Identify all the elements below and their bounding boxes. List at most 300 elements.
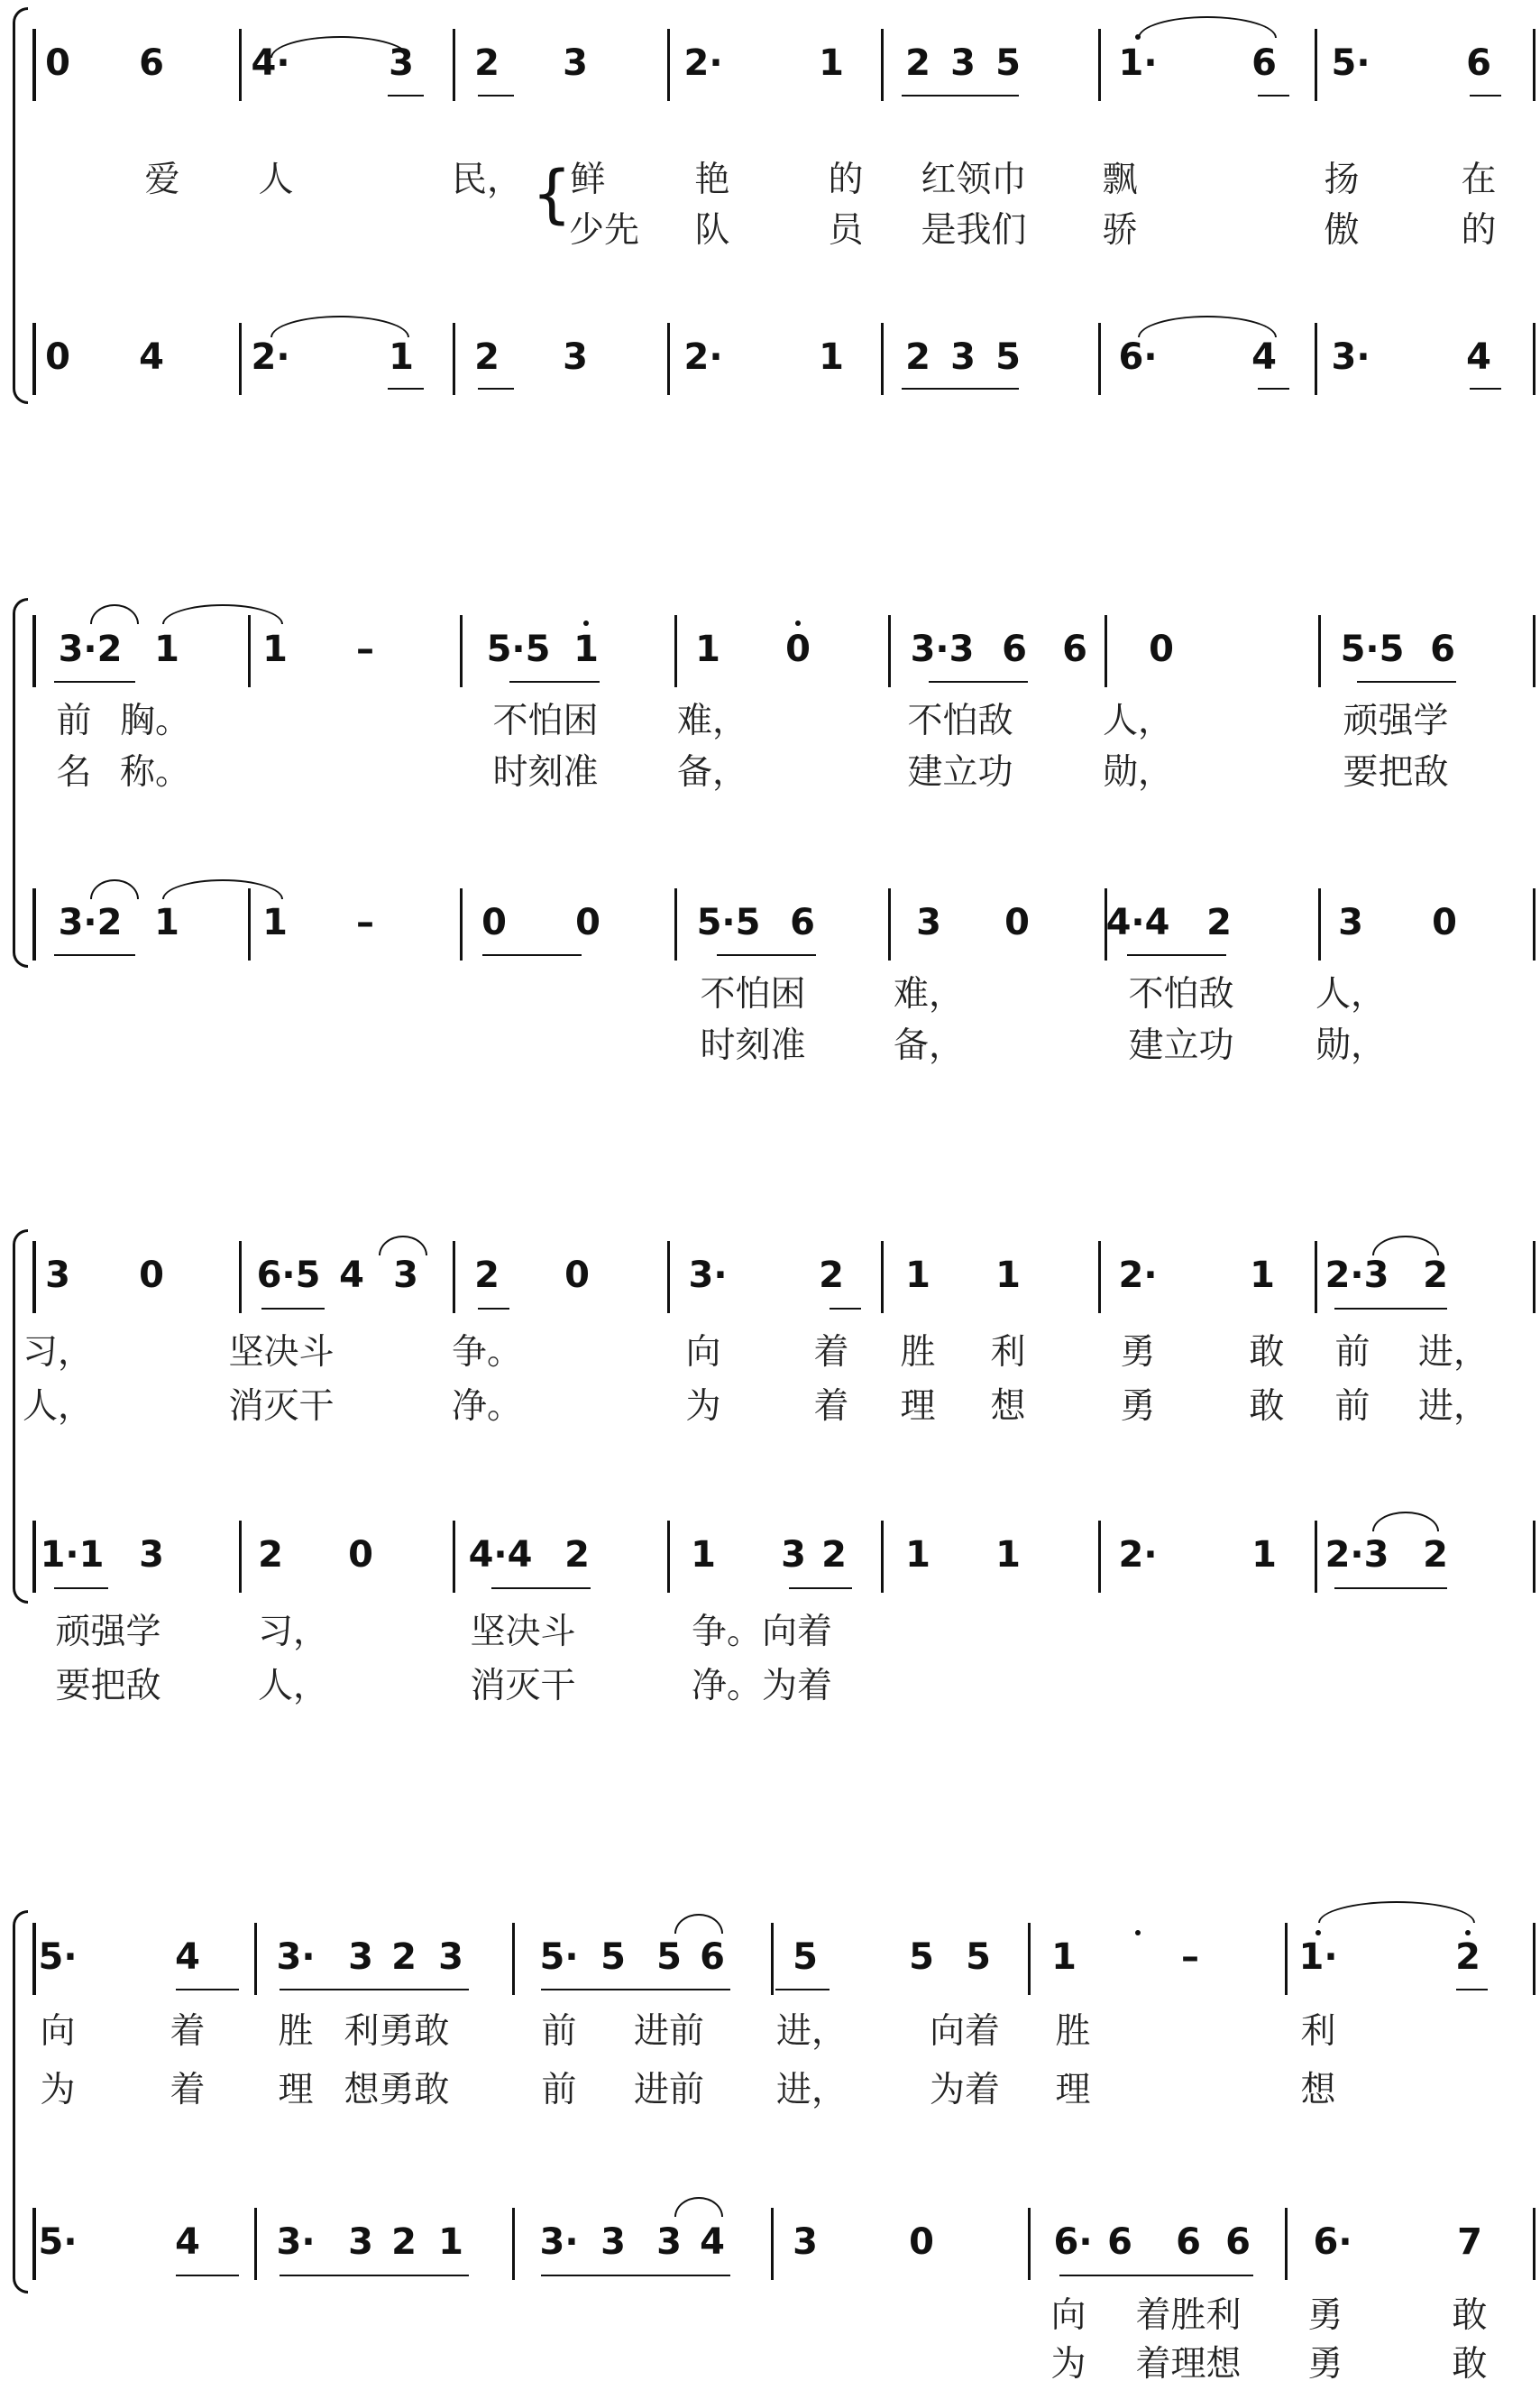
lyric-syllable: 建立功 [1128, 1025, 1234, 1066]
lyric-syllable: 理 [278, 2070, 314, 2110]
jianpu-note: 3 [916, 902, 941, 943]
bar-line [1533, 615, 1535, 687]
jianpu-note: 1 [262, 629, 288, 670]
jianpu-note: 3 [793, 2221, 818, 2263]
jianpu-note: 5· [38, 2221, 78, 2263]
jianpu-note: 2· [683, 42, 723, 84]
lyric-syllable: 争。向着 [691, 1612, 833, 1652]
lyric-syllable: 敢 [1249, 1386, 1285, 1427]
lyric-syllable: 净。 [451, 1386, 523, 1427]
jianpu-note: 1 [262, 902, 288, 943]
jianpu-note: 6 [790, 902, 815, 943]
jianpu-note: 6 [1002, 629, 1027, 670]
jianpu-note: 3· [539, 2221, 579, 2263]
jianpu-note: 0 [139, 1255, 164, 1296]
jianpu-note: 1 [905, 1255, 930, 1296]
lyric-syllable: 前 [1334, 1386, 1370, 1427]
beam-underline [775, 1989, 830, 1990]
lyric-syllable: 难， [676, 701, 748, 741]
jianpu-note: 5·5 [486, 629, 551, 670]
bar-line [1315, 29, 1317, 101]
beam-underline [54, 681, 135, 683]
beam-underline [1456, 1989, 1488, 1990]
jianpu-note: 4·4 [1105, 902, 1170, 943]
jianpu-note: 1 [695, 629, 720, 670]
system-bracket [13, 598, 28, 968]
octave-dot [1465, 1930, 1471, 1935]
jianpu-note: 2 [1206, 902, 1232, 943]
jianpu-note: 5· [539, 1936, 579, 1978]
jianpu-note: 4 [700, 2221, 725, 2263]
jianpu-note: 5 [793, 1936, 818, 1978]
jianpu-note: 3 [950, 42, 976, 84]
jianpu-note: 2 [391, 2221, 417, 2263]
jianpu-note: 0 [45, 336, 70, 378]
jianpu-note: 3 [389, 42, 414, 84]
beam-underline [478, 1308, 509, 1310]
bar-line [1285, 1923, 1288, 1995]
beam-underline [1258, 95, 1289, 97]
bar-line [881, 1521, 884, 1593]
jianpu-note: 5·5 [696, 902, 761, 943]
beam-underline [509, 681, 600, 683]
jianpu-note: 4 [175, 2221, 200, 2263]
jianpu-note: 1 [389, 336, 414, 378]
jianpu-note: 1 [1250, 1255, 1275, 1296]
bar-line [1028, 2208, 1031, 2280]
lyric-syllable: 敢 [1452, 2344, 1488, 2385]
jianpu-note: 1 [995, 1255, 1021, 1296]
bar-line [254, 1923, 257, 1995]
bar-line [1533, 888, 1535, 961]
beam-underline [1334, 1587, 1447, 1589]
system-bracket [13, 7, 28, 404]
jianpu-note: 5 [995, 336, 1021, 378]
bar-line [239, 1241, 242, 1313]
lyric-syllable: 理 [900, 1386, 936, 1427]
bar-line [1028, 1923, 1031, 1995]
bar-line [1315, 1521, 1317, 1593]
slur-mark [162, 604, 283, 624]
lyric-syllable: 勇 [1307, 2344, 1343, 2385]
bar-line [512, 2208, 515, 2280]
bar-line [667, 1521, 670, 1593]
beam-underline [1357, 681, 1456, 683]
bar-line [888, 888, 891, 961]
lyric-syllable: 不怕敌 [907, 701, 1013, 741]
bar-line [881, 323, 884, 395]
lyric-syllable: 消灭干 [470, 1666, 576, 1706]
lyric-syllable: 要把敌 [55, 1666, 161, 1706]
jianpu-note: 5 [600, 1936, 626, 1978]
bar-line [460, 615, 463, 687]
bar-line [1098, 1241, 1101, 1313]
bar-line [248, 888, 251, 961]
lyric-brace: { [531, 157, 573, 231]
lyric-syllable: 建立功 [907, 752, 1013, 793]
jianpu-note: 0 [785, 629, 811, 670]
bar-line [1318, 888, 1321, 961]
lyric-syllable: 向 [40, 2011, 76, 2052]
bar-line [881, 1241, 884, 1313]
lyric-syllable: 人 [258, 160, 294, 200]
jianpu-note: 6 [1251, 42, 1277, 84]
beam-underline [388, 95, 424, 97]
lyric-syllable: 向 [1050, 2295, 1086, 2336]
jianpu-note: – [356, 629, 374, 670]
lyric-syllable: 着胜利 [1135, 2295, 1242, 2336]
bar-line [674, 888, 677, 961]
jianpu-note: 1 [995, 1534, 1021, 1576]
lyric-syllable: 难， [893, 974, 965, 1015]
lyric-syllable: 鲜 [570, 160, 606, 200]
beam-underline [478, 95, 514, 97]
jianpu-note: 0 [1149, 629, 1174, 670]
bar-line [239, 1521, 242, 1593]
jianpu-note: 1· [1298, 1936, 1338, 1978]
jianpu-note: 6· [1053, 2221, 1093, 2263]
lyric-syllable: 着 [813, 1332, 849, 1373]
lyric-syllable: 向 [685, 1332, 721, 1373]
jianpu-note: 2 [819, 1255, 844, 1296]
jianpu-note: 5· [38, 1936, 78, 1978]
lyric-syllable: 在 [1461, 160, 1497, 200]
jianpu-note: 5 [656, 1936, 682, 1978]
bar-line [239, 323, 242, 395]
octave-dot [1135, 1930, 1141, 1935]
beam-underline [1258, 388, 1289, 390]
lyric-syllable: 勇 [1120, 1332, 1156, 1373]
lyric-syllable: 前 [56, 701, 92, 741]
jianpu-note: 3 [45, 1255, 70, 1296]
lyric-syllable: 民， [451, 160, 523, 200]
jianpu-note: 6· [1313, 2221, 1352, 2263]
lyric-syllable: 着 [170, 2070, 206, 2110]
jianpu-note: 4· [251, 42, 290, 84]
lyric-syllable: 胸。 [119, 701, 191, 741]
bar-line [1285, 2208, 1288, 2280]
lyric-syllable: 前 [1334, 1332, 1370, 1373]
jianpu-note: 3 [950, 336, 976, 378]
lyric-syllable: 勋， [1315, 1025, 1387, 1066]
lyric-syllable: 前 [541, 2011, 577, 2052]
lyric-syllable: 备， [676, 752, 748, 793]
slur-mark [379, 1236, 427, 1255]
slur-mark [270, 316, 409, 337]
beam-underline [280, 2275, 469, 2276]
jianpu-note: 2 [1423, 1255, 1448, 1296]
jianpu-note: 5· [1331, 42, 1370, 84]
bar-line [667, 1241, 670, 1313]
beam-underline [491, 1587, 591, 1589]
jianpu-note: 1·1 [40, 1534, 105, 1576]
lyric-syllable: 人， [1315, 974, 1387, 1015]
bar-line [32, 29, 36, 101]
lyric-syllable: 顽强学 [55, 1612, 161, 1652]
bar-line [1533, 1241, 1535, 1313]
beam-underline [717, 954, 816, 956]
lyric-syllable: 员 [828, 210, 864, 251]
jianpu-note: 2 [258, 1534, 283, 1576]
lyric-syllable: 习， [22, 1332, 94, 1373]
beam-underline [280, 1989, 469, 1990]
bar-line [1098, 1521, 1101, 1593]
system-bracket [13, 1910, 28, 2293]
beam-underline [478, 388, 514, 390]
octave-dot [583, 620, 589, 626]
jianpu-note: 6 [1466, 42, 1491, 84]
bar-line [674, 615, 677, 687]
lyric-syllable: 的 [1461, 210, 1497, 251]
bar-line [254, 2208, 257, 2280]
lyric-syllable: 人， [257, 1666, 329, 1706]
beam-underline [54, 954, 135, 956]
bar-line [1098, 29, 1101, 101]
jianpu-note: 4 [139, 336, 164, 378]
jianpu-note: 5 [995, 42, 1021, 84]
lyric-syllable: 习， [257, 1612, 329, 1652]
beam-underline [1334, 1308, 1447, 1310]
lyric-syllable: 勋， [1102, 752, 1174, 793]
beam-underline [789, 1587, 852, 1589]
lyric-syllable: 进前 [633, 2011, 705, 2052]
jianpu-note: 0 [481, 902, 507, 943]
beam-underline [176, 2275, 239, 2276]
beam-underline [482, 954, 582, 956]
jianpu-note: 2 [564, 1534, 590, 1576]
lyric-syllable: 净。为着 [691, 1666, 833, 1706]
bar-line [1315, 323, 1317, 395]
bar-line [667, 323, 670, 395]
lyric-syllable: 敢 [1249, 1332, 1285, 1373]
jianpu-note: 3· [276, 2221, 316, 2263]
jianpu-note: 6 [1225, 2221, 1251, 2263]
lyric-syllable: 扬 [1324, 160, 1360, 200]
bar-line [32, 2208, 36, 2280]
bar-line [1315, 1241, 1317, 1313]
jianpu-note: 6· [1118, 336, 1158, 378]
jianpu-note: 3 [656, 2221, 682, 2263]
slur-mark [1138, 16, 1277, 38]
lyric-syllable: 时刻准 [492, 752, 599, 793]
bar-line [1533, 323, 1535, 395]
lyric-syllable: 想勇敢 [344, 2070, 450, 2110]
jianpu-note: 3· [1331, 336, 1370, 378]
bar-line [1105, 615, 1107, 687]
bar-line [32, 1241, 36, 1313]
lyric-syllable: 为着 [929, 2070, 1001, 2110]
jianpu-note: 2·3 [1325, 1255, 1389, 1296]
lyric-syllable: 是我们 [921, 210, 1027, 251]
lyric-syllable: 敢 [1452, 2295, 1488, 2336]
beam-underline [902, 95, 1019, 97]
bar-line [453, 29, 455, 101]
jianpu-note: 3 [438, 1936, 463, 1978]
slur-mark [90, 879, 139, 899]
bar-line [32, 323, 36, 395]
jianpu-note: 0 [909, 2221, 934, 2263]
jianpu-note: 4 [1251, 336, 1277, 378]
jianpu-note: 3 [348, 2221, 373, 2263]
jianpu-note: 6·5 [256, 1255, 321, 1296]
lyric-syllable: 利勇敢 [344, 2011, 450, 2052]
lyric-syllable: 前 [541, 2070, 577, 2110]
bar-line [239, 29, 242, 101]
lyric-syllable: 争。 [451, 1332, 523, 1373]
lyric-syllable: 进前 [633, 2070, 705, 2110]
octave-dot [795, 620, 801, 626]
octave-dot [1315, 1930, 1321, 1935]
bar-line [248, 615, 251, 687]
jianpu-note: 2·3 [1325, 1534, 1389, 1576]
jianpu-note: 5 [909, 1936, 934, 1978]
bar-line [1098, 323, 1101, 395]
jianpu-note: 3 [563, 336, 588, 378]
bar-line [453, 1521, 455, 1593]
jianpu-note: 6 [1430, 629, 1455, 670]
jianpu-note: 5 [966, 1936, 991, 1978]
jianpu-note: 0 [1432, 902, 1457, 943]
beam-underline [830, 1308, 861, 1310]
jianpu-note: 1 [905, 1534, 930, 1576]
lyric-syllable: 名 [56, 752, 92, 793]
jianpu-note: 0 [45, 42, 70, 84]
jianpu-note: 6 [1062, 629, 1087, 670]
lyric-syllable: 利 [990, 1332, 1026, 1373]
lyric-syllable: 想 [990, 1386, 1026, 1427]
lyric-syllable: 进， [1417, 1332, 1490, 1373]
jianpu-note: 1 [691, 1534, 716, 1576]
bar-line [512, 1923, 515, 1995]
jianpu-note: 0 [564, 1255, 590, 1296]
lyric-syllable: 顽强学 [1343, 701, 1449, 741]
bar-line [881, 29, 884, 101]
jianpu-note: 4 [175, 1936, 200, 1978]
beam-underline [1127, 954, 1226, 956]
lyric-syllable: 胜 [900, 1332, 936, 1373]
bar-line [771, 2208, 774, 2280]
jianpu-note: 2 [474, 42, 500, 84]
jianpu-note: 2· [1118, 1534, 1158, 1576]
jianpu-note: 2 [905, 336, 930, 378]
lyric-syllable: 勇 [1307, 2295, 1343, 2336]
beam-underline [541, 2275, 730, 2276]
jianpu-note: 2 [391, 1936, 417, 1978]
jianpu-note: 2 [1423, 1534, 1448, 1576]
lyric-syllable: 胜 [278, 2011, 314, 2052]
beam-underline [541, 1989, 730, 1990]
lyric-syllable: 理 [1055, 2070, 1091, 2110]
slur-mark [1372, 1236, 1439, 1255]
beam-underline [1470, 95, 1501, 97]
lyric-syllable: 队 [694, 210, 730, 251]
lyric-syllable: 要把敌 [1343, 752, 1449, 793]
bar-line [453, 1241, 455, 1313]
beam-underline [176, 1989, 239, 1990]
lyric-syllable: 着 [813, 1386, 849, 1427]
jianpu-note: 3 [393, 1255, 418, 1296]
jianpu-note: 3 [139, 1534, 164, 1576]
lyric-syllable: 少先 [568, 210, 640, 251]
bar-line [453, 323, 455, 395]
slur-mark [674, 2197, 723, 2217]
lyric-syllable: 飘 [1102, 160, 1138, 200]
jianpu-note: 4 [1466, 336, 1491, 378]
jianpu-note: 3 [781, 1534, 806, 1576]
lyric-syllable: 备， [893, 1025, 965, 1066]
lyric-syllable: 进， [775, 2070, 848, 2110]
lyric-syllable: 想 [1300, 2070, 1336, 2110]
lyric-syllable: 消灭干 [228, 1386, 335, 1427]
lyric-syllable: 艳 [694, 160, 730, 200]
jianpu-note: 6 [139, 42, 164, 84]
lyric-syllable: 向着 [929, 2011, 1001, 2052]
jianpu-note: 3 [600, 2221, 626, 2263]
jianpu-note: 0 [575, 902, 600, 943]
lyric-syllable: 勇 [1120, 1386, 1156, 1427]
slur-mark [90, 604, 139, 624]
lyric-syllable: 胜 [1055, 2011, 1091, 2052]
jianpu-note: 3· [276, 1936, 316, 1978]
jianpu-note: 2 [905, 42, 930, 84]
lyric-syllable: 不怕敌 [1128, 974, 1234, 1015]
bar-line [1533, 29, 1535, 101]
beam-underline [1059, 2275, 1253, 2276]
slur-mark [162, 879, 283, 899]
lyric-syllable: 的 [828, 160, 864, 200]
bar-line [771, 1923, 774, 1995]
lyric-syllable: 利 [1300, 2011, 1336, 2052]
bar-line [1533, 1521, 1535, 1593]
lyric-syllable: 骄 [1102, 210, 1138, 251]
jianpu-note: 2· [683, 336, 723, 378]
lyric-syllable: 称。 [119, 752, 191, 793]
lyric-syllable: 不怕困 [700, 974, 806, 1015]
jianpu-note: 1 [438, 2221, 463, 2263]
slur-mark [674, 1914, 723, 1934]
jianpu-note: 6 [700, 1936, 725, 1978]
jianpu-note: 2 [1455, 1936, 1480, 1978]
beam-underline [388, 388, 424, 390]
jianpu-note: 3· [688, 1255, 728, 1296]
beam-underline [54, 1587, 108, 1589]
lyric-syllable: 着理想 [1135, 2344, 1242, 2385]
bar-line [32, 615, 36, 687]
lyric-syllable: 为 [40, 2070, 76, 2110]
jianpu-note: 3 [563, 42, 588, 84]
jianpu-note: – [356, 902, 374, 943]
lyric-syllable: 为 [685, 1386, 721, 1427]
jianpu-note: 3·2 [58, 629, 123, 670]
beam-underline [929, 681, 1028, 683]
jianpu-note: 1 [154, 629, 179, 670]
bar-line [460, 888, 463, 961]
slur-mark [1138, 316, 1277, 337]
jianpu-note: – [1181, 1936, 1199, 1978]
bar-line [667, 29, 670, 101]
lyric-syllable: 时刻准 [700, 1025, 806, 1066]
jianpu-note: 3 [1338, 902, 1363, 943]
bar-line [888, 615, 891, 687]
lyric-syllable: 红领巾 [921, 160, 1027, 200]
slur-mark [1318, 1901, 1475, 1923]
jianpu-note: 3·3 [910, 629, 975, 670]
beam-underline [1470, 388, 1501, 390]
lyric-syllable: 坚决斗 [470, 1612, 576, 1652]
bar-line [1318, 615, 1321, 687]
jianpu-note: 3·2 [58, 902, 123, 943]
jianpu-note: 3 [348, 1936, 373, 1978]
